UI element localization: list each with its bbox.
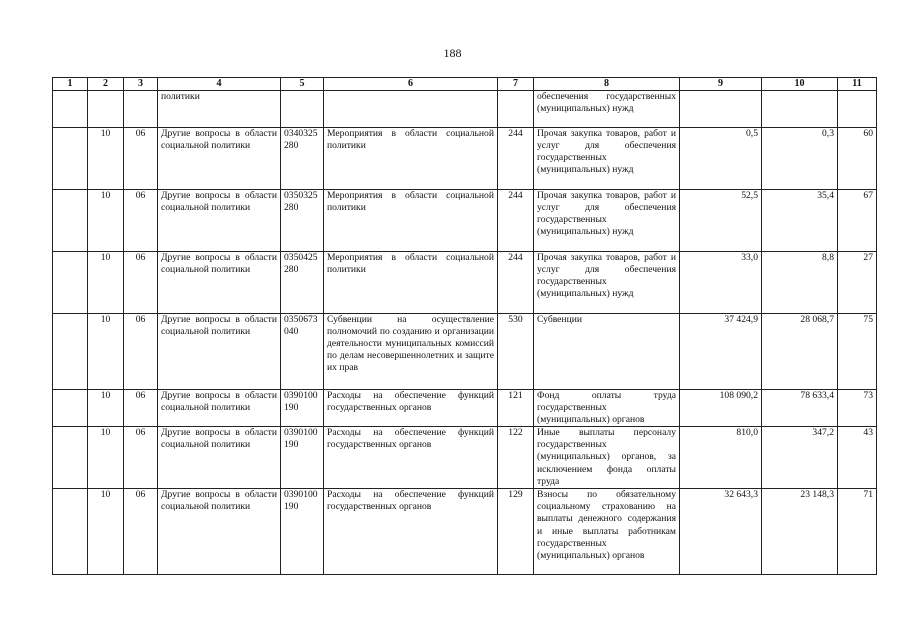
table-cell [324,91,498,128]
table-cell: 06 [124,252,158,314]
table-row [53,390,877,427]
table-cell: Мероприятия в области социальной политики [324,252,498,314]
table-cell: Иные выплаты персоналу государственных (муниципальных) органов, за исключением фонда оплаты труда [534,427,680,489]
table-cell: Другие вопросы в области социальной политики [158,190,281,252]
table-row [53,252,877,314]
table-cell: 244 [498,252,534,314]
table-cell: 73 [838,390,877,427]
table-cell: 121 [498,390,534,427]
table-cell: 347,2 [762,427,838,489]
table-cell: 0350425280 [281,252,324,314]
table-cell: 28 068,7 [762,314,838,390]
table-cell: 37 424,9 [680,314,762,390]
table-cell: 32 643,3 [680,489,762,575]
table-cell: Прочая закупка товаров, работ и услуг для обеспечения государственных (муниципальных) нужд [534,252,680,314]
table-cell: 10 [88,427,124,489]
table-cell [281,91,324,128]
budget-table [52,77,877,575]
table-cell: 108 090,2 [680,390,762,427]
table-cell: 35,4 [762,190,838,252]
table-cell: 0,3 [762,128,838,190]
table-cell: 10 [88,489,124,575]
table-cell [53,314,88,390]
header-cell: 11 [838,78,877,91]
table-cell [498,91,534,128]
header-cell: 7 [498,78,534,91]
header-cell: 2 [88,78,124,91]
header-cell: 6 [324,78,498,91]
table-cell: Фонд оплаты труда государственных (муниципальных) органов [534,390,680,427]
table-cell [53,390,88,427]
table-cell: 06 [124,489,158,575]
table-cell: 0,5 [680,128,762,190]
table-cell: Другие вопросы в области социальной политики [158,489,281,575]
table-cell: Взносы по обязательному социальному страхованию на выплаты денежного содержания и иные выплаты работникам государственных (муниципальных) органов [534,489,680,575]
header-cell: 9 [680,78,762,91]
table-cell: Расходы на обеспечение функций государственных органов [324,489,498,575]
table-cell [53,427,88,489]
page-number: 188 [443,46,462,60]
table-cell: 52,5 [680,190,762,252]
table-cell [53,190,88,252]
header-cell: 3 [124,78,158,91]
table-cell [124,91,158,128]
table-cell: 06 [124,314,158,390]
header-cell: 1 [53,78,88,91]
table-cell: обеспечения государственных (муниципальных) нужд [534,91,680,128]
table-cell: 06 [124,427,158,489]
table-cell: 0350673040 [281,314,324,390]
table-cell: 75 [838,314,877,390]
table-cell [838,91,877,128]
table-row [53,427,877,489]
table-cell: 10 [88,128,124,190]
table-cell: 122 [498,427,534,489]
table-cell: 244 [498,190,534,252]
table-cell: Другие вопросы в области социальной политики [158,390,281,427]
table-cell: 0340325280 [281,128,324,190]
continuation-row [53,91,877,128]
table-cell: политики [158,91,281,128]
table-row [53,489,877,575]
table-cell: Субвенции [534,314,680,390]
table-cell: Субвенции на осуществление полномочий по созданию и организации деятельности муниципальных комиссий по делам несовершеннолетних и защите их прав [324,314,498,390]
table-cell: 8,8 [762,252,838,314]
table-cell: Прочая закупка товаров, работ и услуг для обеспечения государственных (муниципальных) нужд [534,128,680,190]
table-cell [53,91,88,128]
table-cell: 78 633,4 [762,390,838,427]
table-cell: 33,0 [680,252,762,314]
table-cell: Другие вопросы в области социальной политики [158,128,281,190]
header-cell: 8 [534,78,680,91]
header-cell: 4 [158,78,281,91]
table-cell: 0350325280 [281,190,324,252]
table-row [53,190,877,252]
table-cell: 10 [88,190,124,252]
table-row [53,128,877,190]
table-cell: 71 [838,489,877,575]
header-cell: 5 [281,78,324,91]
table-cell: 810,0 [680,427,762,489]
table-cell: 60 [838,128,877,190]
table-cell: Расходы на обеспечение функций государственных органов [324,427,498,489]
table-cell: 530 [498,314,534,390]
table-cell: 0390100190 [281,390,324,427]
table-cell [680,91,762,128]
table-cell: 10 [88,390,124,427]
table-cell [88,91,124,128]
table-cell: 0390100190 [281,489,324,575]
table-cell: 10 [88,252,124,314]
table-cell: 06 [124,190,158,252]
table-cell [53,252,88,314]
table-cell: Другие вопросы в области социальной политики [158,427,281,489]
table-cell: 10 [88,314,124,390]
table-cell: 06 [124,128,158,190]
table-cell: 06 [124,390,158,427]
header-cell: 10 [762,78,838,91]
table-cell: 0390100190 [281,427,324,489]
header-row [53,78,877,91]
table-cell: 244 [498,128,534,190]
table-cell: 43 [838,427,877,489]
table-cell: Мероприятия в области социальной политики [324,190,498,252]
table-cell: 27 [838,252,877,314]
table-cell [53,489,88,575]
table-cell [53,128,88,190]
table-cell: 129 [498,489,534,575]
table-cell [762,91,838,128]
table-cell: Расходы на обеспечение функций государственных органов [324,390,498,427]
table-cell: 23 148,3 [762,489,838,575]
table-cell: Другие вопросы в области социальной политики [158,252,281,314]
table-cell: Прочая закупка товаров, работ и услуг для обеспечения государственных (муниципальных) нужд [534,190,680,252]
table-cell: Другие вопросы в области социальной политики [158,314,281,390]
table-row [53,314,877,390]
table-cell: Мероприятия в области социальной политики [324,128,498,190]
table-cell: 67 [838,190,877,252]
